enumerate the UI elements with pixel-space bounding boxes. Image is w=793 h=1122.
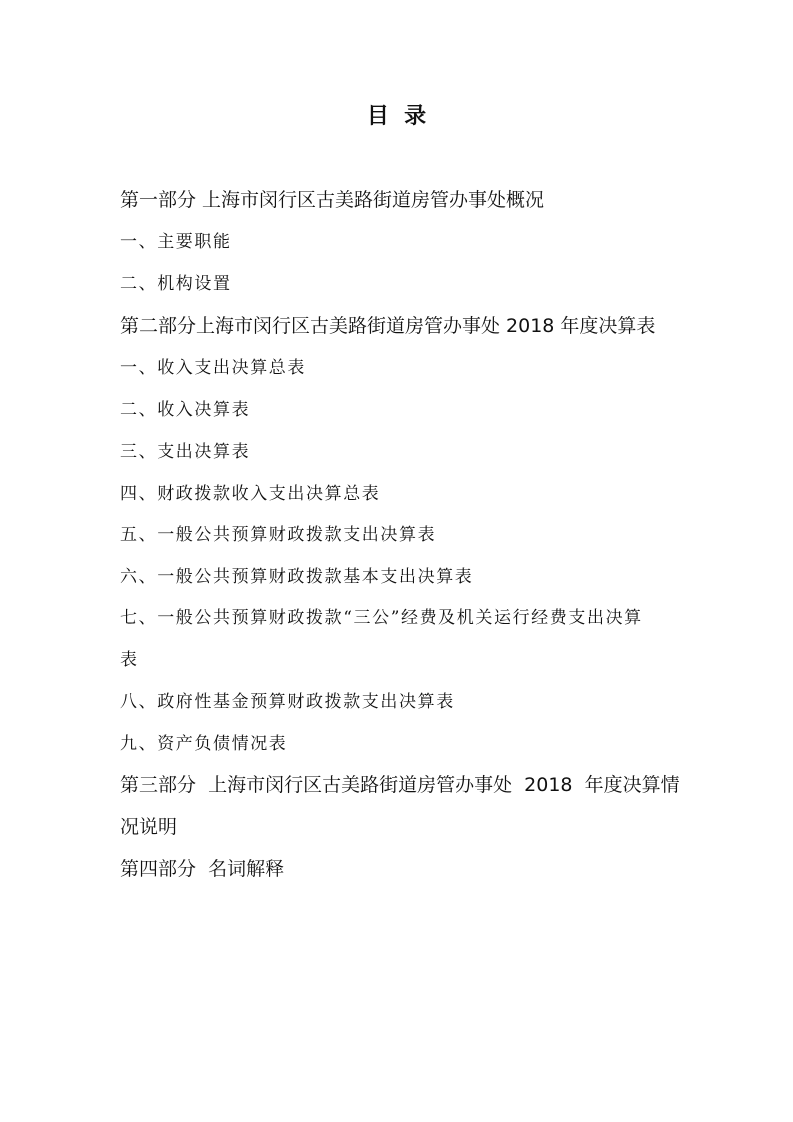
toc-item-three-public-expenses: 七、一般公共预算财政拨款“三公”经费及机关运行经费支出决算 [120,608,643,628]
toc-part-2-title: 第二部分上海市闵行区古美路街道房管办事处 2018 年度决算表 [120,315,656,337]
toc-item-revenue-table: 二、收入决算表 [120,400,251,420]
toc-part-1-title: 第一部分 上海市闵行区古美路街道房管办事处概况 [120,189,545,211]
toc-item-general-budget-basic-expenditure: 六、一般公共预算财政拨款基本支出决算表 [120,567,474,587]
toc-item-three-public-expenses-continued: 表 [120,650,139,670]
toc-item-fiscal-appropriation-summary: 四、财政拨款收入支出决算总表 [120,484,381,504]
toc-part-3-title: 第三部分 上海市闵行区古美路街道房管办事处 2018 年度决算情 [120,774,680,796]
toc-item-revenue-expenditure-summary: 一、收入支出决算总表 [120,358,306,378]
toc-item-organization: 二、机构设置 [120,274,232,294]
toc-part-4-title: 第四部分 名词解释 [120,858,285,880]
toc-item-main-functions: 一、主要职能 [120,232,232,252]
page-title: 目 录 [366,104,427,129]
toc-item-general-budget-expenditure: 五、一般公共预算财政拨款支出决算表 [120,525,437,545]
toc-item-assets-liabilities: 九、资产负债情况表 [120,734,288,754]
toc-item-expenditure-table: 三、支出决算表 [120,442,251,462]
toc-item-government-fund-expenditure: 八、政府性基金预算财政拨款支出决算表 [120,692,455,712]
toc-part-3-title-continued: 况说明 [120,816,178,838]
